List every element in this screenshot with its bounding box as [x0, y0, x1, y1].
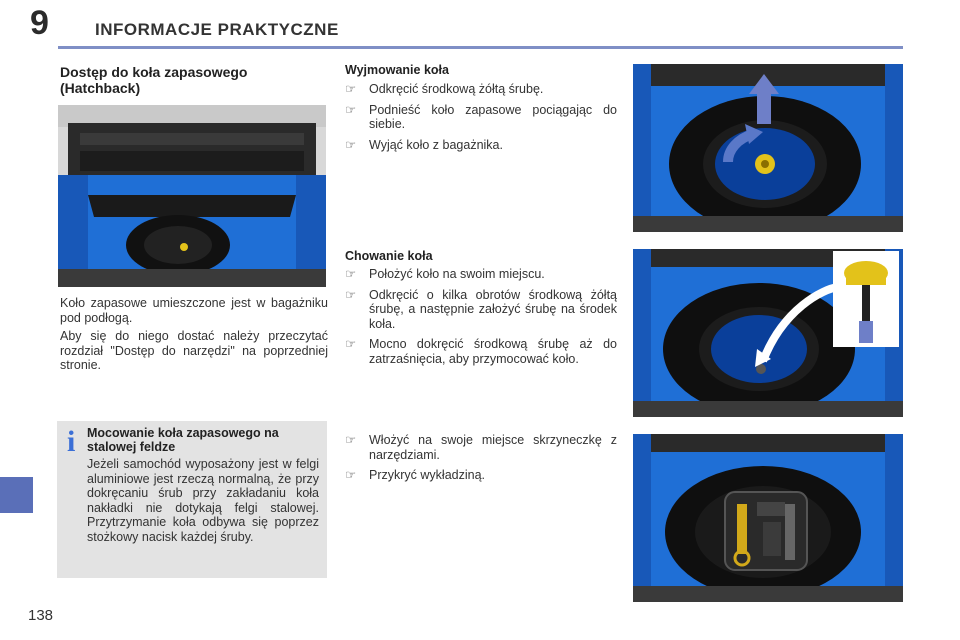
pointing-hand-icon: ☞ [345, 82, 357, 96]
pointing-hand-icon: ☞ [345, 267, 357, 281]
header-rule [58, 46, 903, 49]
wheel-storing-photo [633, 249, 903, 417]
pointing-hand-icon: ☞ [345, 137, 357, 152]
wheel-removal-photo [633, 64, 903, 232]
intro-text [60, 296, 328, 377]
trunk-photo [58, 105, 326, 287]
list-item: ☞ Wyjąć koło z bagażnika. [345, 137, 503, 152]
list-item: ☞ Położyć koło na swoim miejscu. [345, 267, 545, 281]
pointing-hand-icon: ☞ [345, 287, 357, 302]
list-item: ☞ Odkręcić środkową żółtą śrubę. [345, 82, 544, 96]
list-item: ☞ Odkręcić o kilka obrotów środkową żółtą śrubę, a następnie założyć śrubę na środek koła. [345, 287, 617, 331]
list-item: ☞ Włożyć na swoje miejsce skrzyneczkę z narzędziami. [345, 433, 617, 462]
list-item: ☞ Mocno dokręcić środkową śrubę aż do zatrzaśnięcia, aby przymocować koło. [345, 337, 617, 366]
info-box [57, 421, 327, 578]
removing-steps [345, 82, 617, 158]
page-number: 138 [28, 607, 54, 624]
chapter-side-tab [0, 477, 33, 513]
pointing-hand-icon: ☞ [345, 468, 357, 482]
list-item: ☞ Podnieść koło zapasowe pociągając do siebie. [345, 102, 617, 131]
removing-title: Wyjmowanie koła [345, 63, 449, 77]
storing-steps [345, 267, 617, 372]
intro-paragraph: Aby się do niego dostać należy przeczytać rozdział "Dostęp do narzędzi" na poprzedniej stronie. [60, 329, 328, 372]
section-title: Dostęp do koła zapasowego (Hatchback) [60, 64, 248, 96]
info-icon: i [67, 425, 76, 458]
pointing-hand-icon: ☞ [345, 102, 357, 117]
chapter-title: INFORMACJE PRAKTYCZNE [95, 20, 339, 39]
info-box-title: Mocowanie koła zapasowego na stalowej feldze [87, 426, 279, 454]
pointing-hand-icon: ☞ [345, 433, 357, 447]
pointing-hand-icon: ☞ [345, 337, 357, 351]
list-item: ☞ Przykryć wykładziną. [345, 468, 485, 482]
final-steps [345, 433, 617, 489]
toolbox-photo [633, 434, 903, 602]
intro-paragraph: Koło zapasowe umieszczone jest w bagażniku pod podłogą. [60, 296, 328, 325]
storing-title: Chowanie koła [345, 249, 433, 263]
info-box-text: Jeżeli samochód wyposażony jest w felgi aluminiowe jest rzeczą normalną, że przy dokręcaniu śrub przy zakładaniu koła nakładki nie dotykają felgi stalowej. Przytrzymanie koła odbywa się poprzez stożkowy nacisk każdej śruby. [87, 457, 319, 544]
chapter-number: 9 [30, 4, 49, 42]
